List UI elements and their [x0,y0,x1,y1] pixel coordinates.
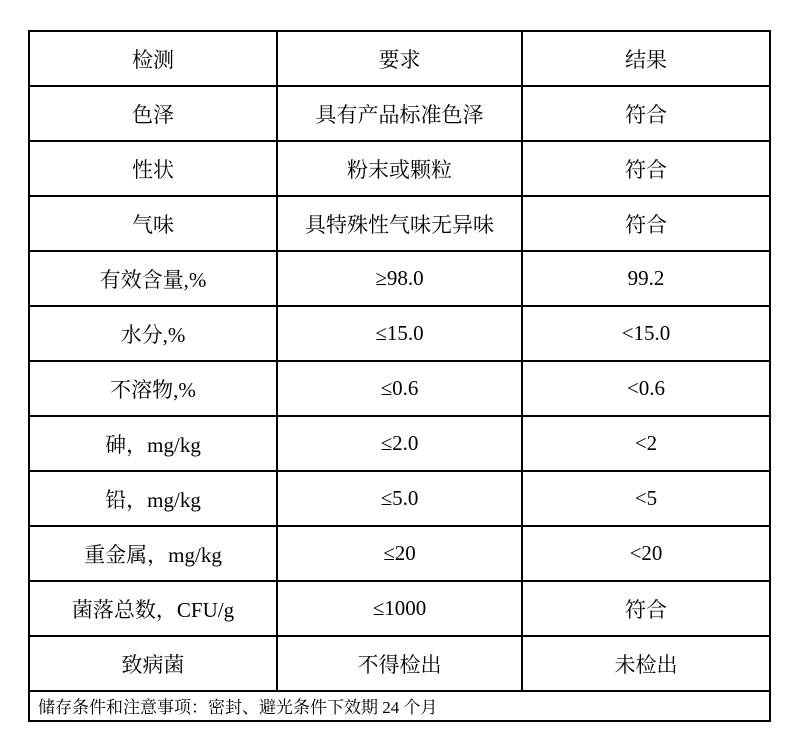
result-cell: 符合 [522,581,770,636]
table-row [29,196,770,251]
storage-note: 储存条件和注意事项：密封、避光条件下效期 24 个月 [29,691,770,721]
requirement-cell: ≥98.0 [277,251,522,306]
test-name-cell: 性状 [29,141,277,196]
requirement-cell: ≤1000 [277,581,522,636]
table-row [29,251,770,306]
result-cell: 符合 [522,141,770,196]
requirement-cell: ≤20 [277,526,522,581]
requirement-cell: 具特殊性气味无异味 [277,196,522,251]
footer-row [29,691,770,721]
header-test: 检测 [29,31,277,86]
test-name-cell: 气味 [29,196,277,251]
result-cell: 符合 [522,86,770,141]
requirement-cell: ≤0.6 [277,361,522,416]
table-row [29,416,770,471]
test-name-cell: 水分,% [29,306,277,361]
result-cell: <15.0 [522,306,770,361]
result-cell: <20 [522,526,770,581]
requirement-cell: 具有产品标准色泽 [277,86,522,141]
test-name-cell: 铅，mg/kg [29,471,277,526]
test-name-cell: 不溶物,% [29,361,277,416]
header-row [29,31,770,86]
result-cell: 未检出 [522,636,770,691]
requirement-cell: ≤15.0 [277,306,522,361]
table-row [29,141,770,196]
requirement-cell: ≤2.0 [277,416,522,471]
result-cell: <0.6 [522,361,770,416]
test-name-cell: 重金属，mg/kg [29,526,277,581]
requirement-cell: 粉末或颗粒 [277,141,522,196]
table-row [29,471,770,526]
result-cell: <5 [522,471,770,526]
table-row [29,306,770,361]
requirement-cell: 不得检出 [277,636,522,691]
test-name-cell: 菌落总数，CFU/g [29,581,277,636]
test-name-cell: 砷，mg/kg [29,416,277,471]
test-name-cell: 有效含量,% [29,251,277,306]
result-cell: <2 [522,416,770,471]
table-row [29,361,770,416]
header-result: 结果 [522,31,770,86]
requirement-cell: ≤5.0 [277,471,522,526]
test-name-cell: 致病菌 [29,636,277,691]
table-row [29,526,770,581]
result-cell: 99.2 [522,251,770,306]
result-cell: 符合 [522,196,770,251]
table-row [29,86,770,141]
table-row [29,636,770,691]
inspection-spec-table [28,30,771,722]
table-row [29,581,770,636]
test-name-cell: 色泽 [29,86,277,141]
header-requirement: 要求 [277,31,522,86]
